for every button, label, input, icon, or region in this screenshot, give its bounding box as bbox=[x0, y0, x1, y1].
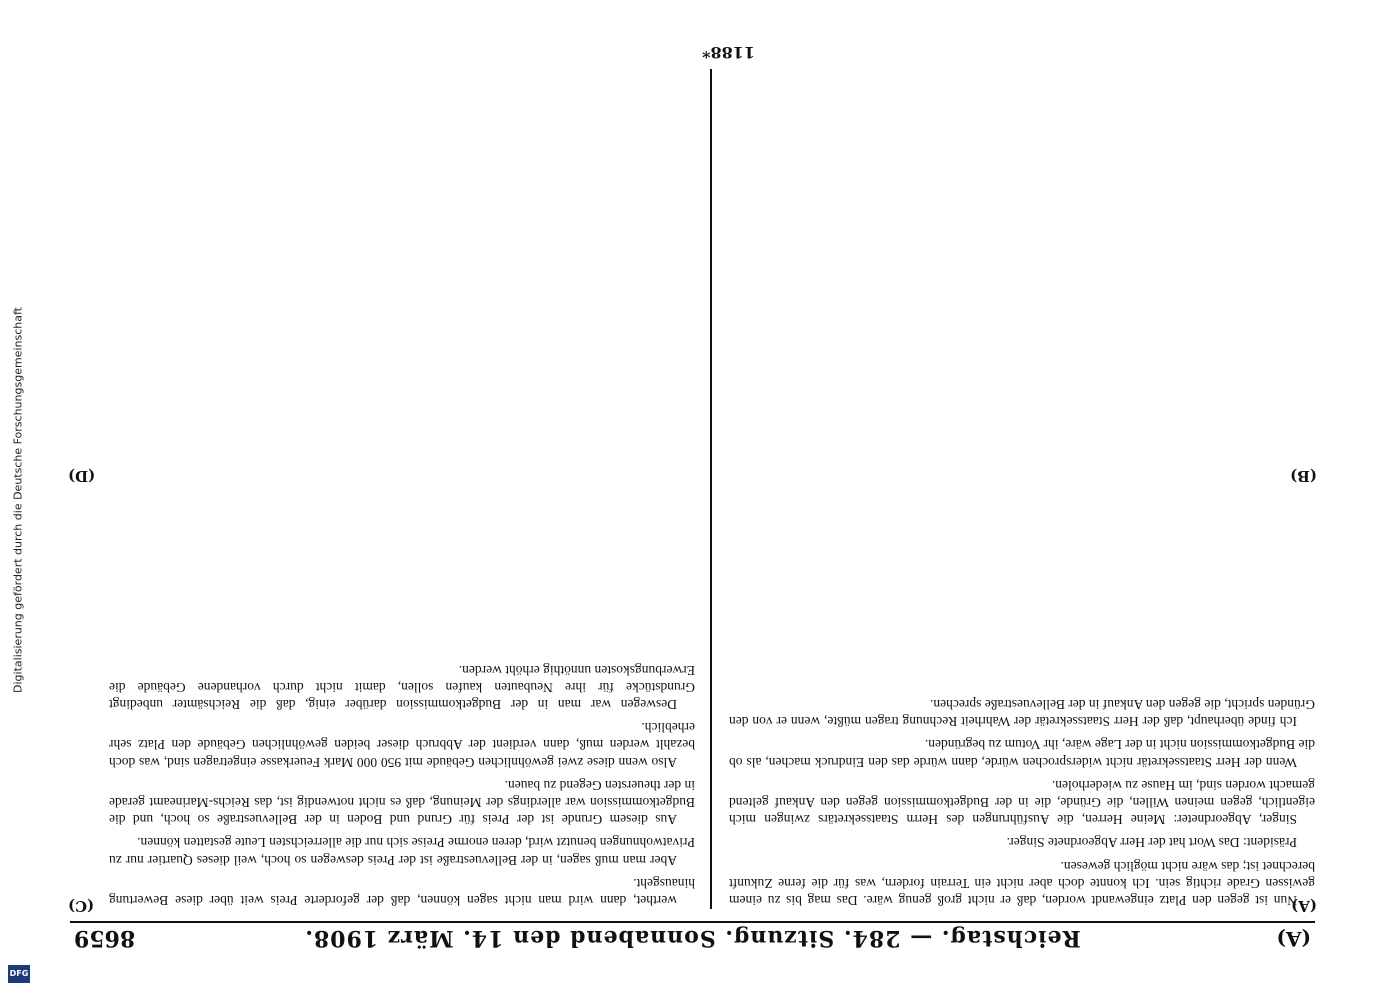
signature-mark: 1188* bbox=[702, 43, 755, 62]
paragraph: Singer, Abgeordneter: Meine Herren, die Ausführungen des Herrn Staatssekretärs zwingen mich eigentlich, gegen meinen Willen, die Gründe, die in der Budgetkommission gegen den Ankauf geltend gemacht worden sind, im Hause zu wiederholen. bbox=[729, 777, 1315, 828]
paragraph: Wenn der Herr Staatssekretär nicht widersprochen würde, dann würde das den Eindruck machen, als ob die Budgetkommission nicht in der Lage wäre, ihr Votum zu begründen. bbox=[729, 737, 1315, 770]
paragraph: Deswegen war man in der Budgetkommission darüber einig, daß die Reichsämter unbedingt Grundstücke für ihre Neubauten kaufen sollen, damit nicht durch vorhandene Gebäude die Erwerbungskosten unnöthig erhöht werden. bbox=[109, 662, 695, 712]
page-title: Reichstag. — 284. Sitzung. Sonnabend den 14. März 1908. bbox=[304, 925, 1081, 951]
column-divider bbox=[710, 69, 712, 909]
paragraph: Präsident: Das Wort hat der Herr Abgeordnete Singer. bbox=[1006, 835, 1297, 851]
paragraph: Aus diesem Grunde ist der Preis für Grund und Boden in der Bellevuestraße so hoch, und die Budgetkommission war allerdings der Meinung, daß es nicht notwendig ist, das Reichs-Marineamt gerade in der theuersten Gegend zu bauen. bbox=[109, 777, 695, 828]
column-marker-a: (A) bbox=[1291, 897, 1317, 915]
column-marker-d: (D) bbox=[68, 467, 96, 485]
digitisation-credit: Digitalisierung gefördert durch die Deutsche Forschungsgemeinschaft bbox=[11, 307, 25, 693]
scanned-page bbox=[70, 45, 1315, 955]
right-text-column bbox=[109, 69, 695, 909]
header-marker: (A) bbox=[1276, 927, 1311, 951]
paragraph: Aber man muß sagen, in der Bellevuestraße ist der Preis deswegen so hoch, weil dieses Quartier nur zu Privatwohnungen benutzt wird, deren enorme Preise sich nur die allerreichsten Leute gestatten können. bbox=[109, 835, 695, 868]
paragraph: Also wenn diese zwei gewöhnlichen Gebäude mit 950 000 Mark Feuerkasse eingetragen sind, was doch bezahlt werden muß, dann verdient der Abbruch dieser beiden gewöhnlichen Gebäude den Platz sehr erheblich. bbox=[109, 720, 695, 770]
page-header bbox=[70, 921, 1315, 955]
page-number: 8659 bbox=[74, 925, 136, 951]
paragraph: Nun ist gegen den Platz eingewandt worden, daß er nicht groß genug wäre. Das mag bis zu einem gewissen Grade richtig sein. Ich konnte doch aber nicht ein Terrain fordern, was für die ferne Zukunft berechnet ist; das wäre nicht möglich gewesen. bbox=[729, 858, 1315, 908]
column-marker-c: (C) bbox=[68, 897, 95, 915]
left-text-column bbox=[729, 69, 1315, 909]
dfg-logo: DFG bbox=[8, 965, 30, 983]
column-marker-b: (B) bbox=[1290, 467, 1317, 485]
paragraph: werthet, dann wird man nicht sagen können, daß der geforderte Preis weit über diese Bewertung hinausgeht. bbox=[109, 875, 695, 908]
paragraph: Ich finde überhaupt, daß der Herr Staatssekretär der Wahrheit Rechnung tragen müßte, wenn er von den Gründen spricht, die gegen den Ankauf in der Bellevuestraße sprechen. bbox=[729, 696, 1315, 730]
